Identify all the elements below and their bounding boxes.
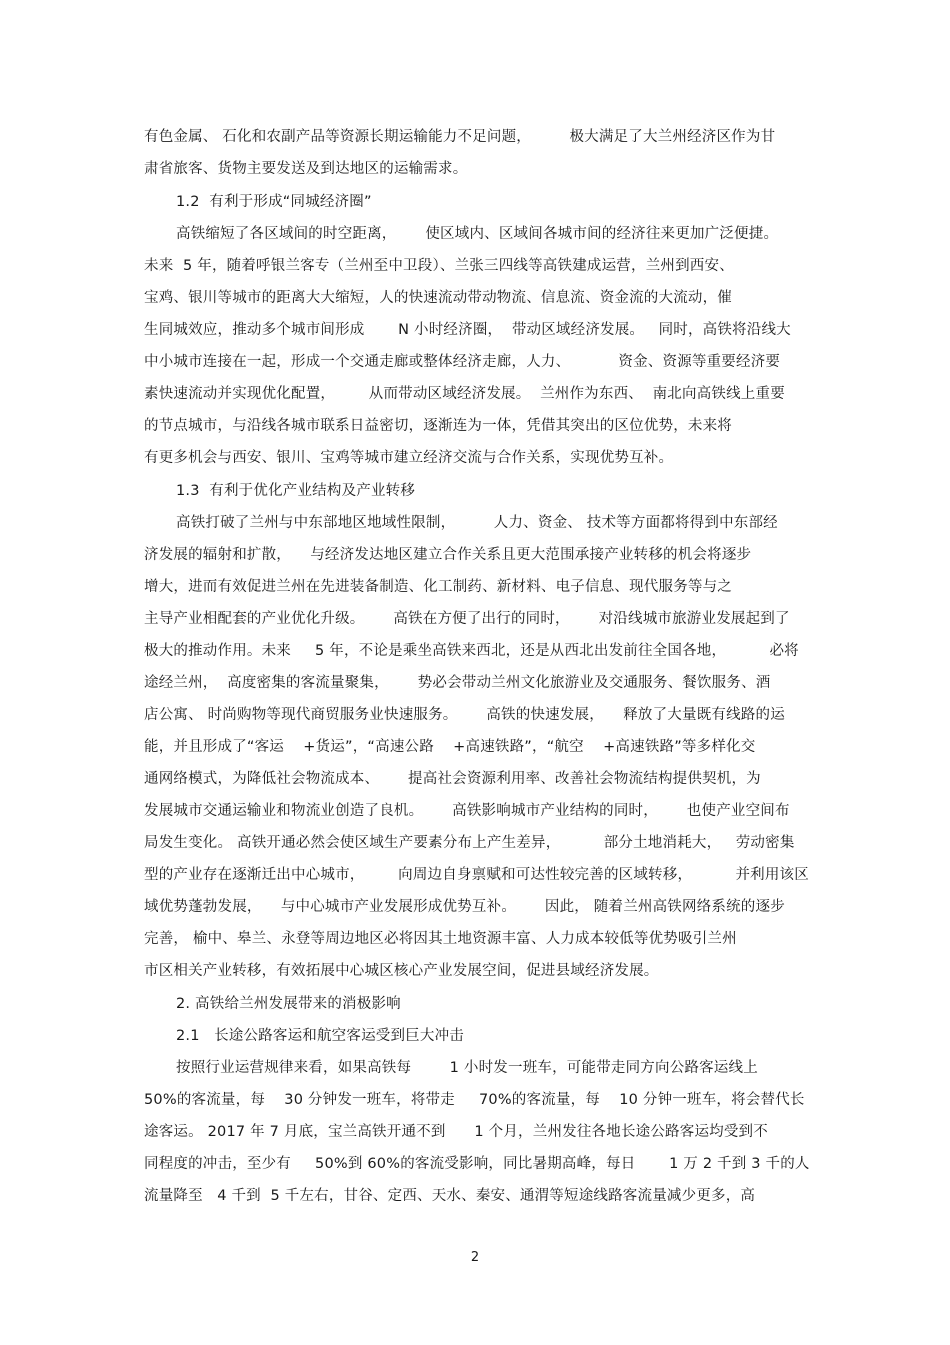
section-heading: 2.1 长途公路客运和航空客运受到巨大冲击	[176, 1028, 464, 1044]
text-line: 有更多机会与西安、银川、宝鸡等城市建立经济交流与合作关系，实现优势互补。	[144, 450, 674, 466]
text-line: 中小城市连接在一起，形成一个交通走廊或整体经济走廊，人力、 资金、资源等重要经济要	[144, 354, 781, 370]
text-line: 的节点城市，与沿线各城市联系日益密切，逐渐连为一体，凭借其突出的区位优势，未来将	[144, 418, 732, 434]
text-line: 极大的推动作用。未来 5 年，不论是乘坐高铁来西北，还是从西北出发前往全国各地， 必将	[144, 643, 799, 659]
paragraph-start: 高铁缩短了各区域间的时空距离， 使区域内、区域间各城市间的经济往来更加广泛便捷。	[176, 226, 779, 242]
section-heading: 2. 高铁给兰州发展带来的消极影响	[176, 996, 401, 1012]
text-line: 流量降至 4 千到 5 千左右，甘谷、定西、天水、秦安、通渭等短途线路客流量减少更多，高	[144, 1188, 756, 1204]
text-line: 能，并且形成了“客运 +货运”，“高速公路 +高速铁路”，“航空 +高速铁路”等多样化交	[144, 739, 756, 755]
text-line: 济发展的辐射和扩散， 与经济发达地区建立合作关系且更大范围承接产业转移的机会将逐步	[144, 547, 752, 563]
text-line: 生同城效应，推动多个城市间形成 N 小时经济圈， 带动区域经济发展。 同时，高铁将沿线大	[144, 322, 791, 338]
text-line: 型的产业存在逐渐迁出中心城市， 向周边自身禀赋和可达性较完善的区域转移， 并利用该区	[144, 867, 809, 883]
paragraph-start: 高铁打破了兰州与中东部地区地域性限制， 人力、资金、 技术等方面都将得到中东部经	[176, 515, 778, 531]
text-line: 50%的客流量，每 30 分钟发一班车，将带走 70%的客流量，每 10 分钟一班车，将会替代长	[144, 1092, 805, 1108]
section-heading: 1.2 有利于形成“同城经济圈”	[176, 194, 372, 210]
text-line: 同程度的冲击，至少有 50%到 60%的客流受影响，同比暑期高峰，每日 1 万 2 千到 3 千的人	[144, 1156, 810, 1172]
text-line: 局发生变化。 高铁开通必然会使区域生产要素分布上产生差异， 部分土地消耗大， 劳动密集	[144, 835, 795, 851]
text-line: 有色金属、 石化和农副产品等资源长期运输能力不足问题， 极大满足了大兰州经济区作为甘	[144, 129, 776, 145]
text-line: 发展城市交通运输业和物流业创造了良机。 高铁影响城市产业结构的同时， 也使产业空间布	[144, 803, 790, 819]
section-heading: 1.3 有利于优化产业结构及产业转移	[176, 483, 416, 499]
text-line: 途客运。 2017 年 7 月底，宝兰高铁开通不到 1 个月，兰州发往各地长途公路客运均受到不	[144, 1124, 768, 1140]
text-line: 域优势蓬勃发展， 与中心城市产业发展形成优势互补。 因此， 随着兰州高铁网络系统的逐步	[144, 899, 785, 915]
text-line: 完善， 榆中、皋兰、永登等周边地区必将因其土地资源丰富、人力成本较低等优势吸引兰州	[144, 931, 737, 947]
text-line: 店公寓、 时尚购物等现代商贸服务业快速服务。 高铁的快速发展， 释放了大量既有线路的运	[144, 707, 785, 723]
text-line: 通网络模式，为降低社会物流成本、 提高社会资源利用率、改善社会物流结构提供契机，为	[144, 771, 761, 787]
page-number: 2	[470, 1250, 480, 1265]
paragraph-start: 按照行业运营规律来看，如果高铁每 1 小时发一班车，可能带走同方向公路客运线上	[176, 1060, 758, 1076]
text-line: 主导产业相配套的产业优化升级。 高铁在方便了出行的同时， 对沿线城市旅游业发展起到了	[144, 611, 790, 627]
text-line: 市区相关产业转移，有效拓展中心城区核心产业发展空间，促进县域经济发展。	[144, 963, 659, 979]
text-line: 肃省旅客、货物主要发送及到达地区的运输需求。	[144, 161, 468, 177]
text-line: 素快速流动并实现优化配置， 从而带动区域经济发展。 兰州作为东西、 南北向高铁线上重要	[144, 386, 785, 402]
text-line: 途经兰州， 高度密集的客流量聚集， 势必会带动兰州文化旅游业及交通服务、餐饮服务、酒	[144, 675, 771, 691]
text-line: 未来 5 年，随着呼银兰客专（兰州至中卫段）、兰张三四线等高铁建成运营，兰州到西安、	[144, 258, 734, 274]
text-line: 增大，进而有效促进兰州在先进装备制造、化工制药、新材料、电子信息、现代服务等与之	[144, 579, 732, 595]
text-line: 宝鸡、银川等城市的距离大大缩短，人的快速流动带动物流、信息流、资金流的大流动，催	[144, 290, 732, 306]
